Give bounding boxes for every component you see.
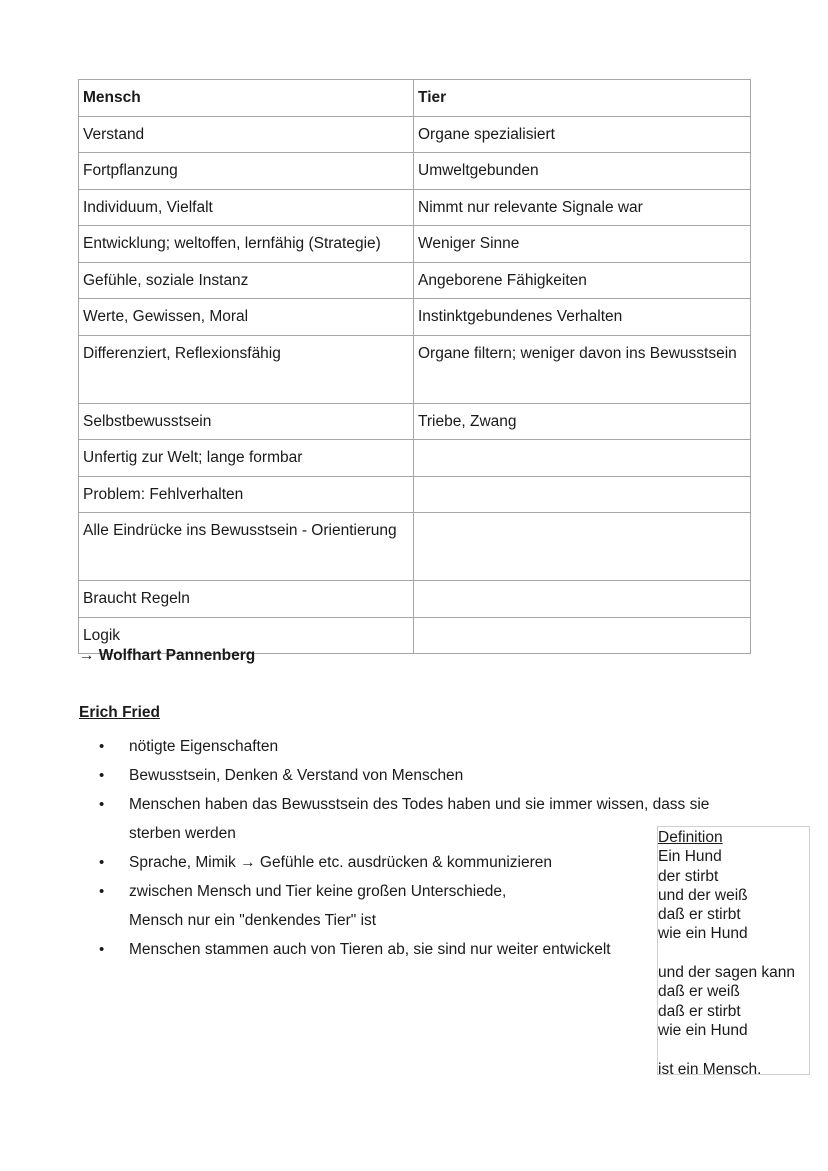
poem-line: und der weiß — [658, 886, 748, 904]
list-item — [79, 935, 739, 964]
reference-pannenberg: → Wolfhart Pannenberg — [79, 647, 256, 664]
poem-box — [657, 826, 810, 1075]
poem-line: daß er stirbt — [658, 906, 741, 924]
comparison-table — [78, 79, 751, 654]
table-row — [79, 299, 751, 336]
table-row — [79, 226, 751, 263]
cell-mensch: Entwicklung; weltoffen, lernfähig (Strategie) — [79, 226, 414, 263]
cell-mensch: Individuum, Vielfalt — [79, 189, 414, 226]
bullet-icon: • — [99, 738, 105, 755]
table-row — [79, 335, 751, 403]
cell-tier: Umweltgebunden — [414, 153, 751, 190]
list-item-text: Menschen stammen auch von Tieren ab, sie sind nur weiter entwickelt — [129, 941, 611, 958]
list-item — [79, 790, 739, 848]
list-item-text-continued: Mensch nur ein "denkendes Tier" ist — [129, 912, 377, 929]
bullet-icon: • — [99, 854, 105, 871]
cell-mensch: Verstand — [79, 116, 414, 153]
cell-mensch: Braucht Regeln — [79, 581, 414, 618]
section-title: Erich Fried — [79, 704, 160, 721]
cell-mensch: Logik — [79, 617, 414, 654]
cell-tier: Weniger Sinne — [414, 226, 751, 263]
cell-tier — [414, 476, 751, 513]
list-item — [79, 877, 739, 935]
poem-line: daß er weiß — [658, 983, 740, 1001]
bullet-icon: • — [99, 767, 105, 784]
poem-stanza-gap — [658, 1040, 809, 1059]
table-row — [79, 403, 751, 440]
table-row — [79, 440, 751, 477]
cell-tier — [414, 581, 751, 618]
cell-mensch: Selbstbewusstsein — [79, 403, 414, 440]
table-row — [79, 116, 751, 153]
bullet-list — [79, 732, 739, 964]
cell-tier: Organe filtern; weniger davon ins Bewusstsein — [414, 335, 751, 403]
poem-line: und der sagen kann — [658, 964, 796, 982]
poem-line: der stirbt — [658, 867, 719, 885]
table-row — [79, 189, 751, 226]
table-row — [79, 153, 751, 190]
cell-mensch: Problem: Fehlverhalten — [79, 476, 414, 513]
cell-tier: Instinktgebundenes Verhalten — [414, 299, 751, 336]
header-mensch: Mensch — [79, 80, 414, 117]
cell-mensch: Alle Eindrücke ins Bewusstsein - Orientierung — [79, 513, 414, 581]
cell-mensch: Fortpflanzung — [79, 153, 414, 190]
cell-mensch: Werte, Gewissen, Moral — [79, 299, 414, 336]
list-item — [79, 761, 739, 790]
cell-tier: Angeborene Fähigkeiten — [414, 262, 751, 299]
header-tier: Tier — [414, 80, 751, 117]
bullet-icon: • — [99, 796, 105, 813]
cell-tier: Nimmt nur relevante Signale war — [414, 189, 751, 226]
cell-mensch: Gefühle, soziale Instanz — [79, 262, 414, 299]
table-row — [79, 476, 751, 513]
poem-line: Ein Hund — [658, 848, 722, 866]
poem-line: ist ein Mensch. — [658, 1060, 762, 1075]
list-item — [79, 732, 739, 761]
cell-tier: Organe spezialisiert — [414, 116, 751, 153]
table-row — [79, 581, 751, 618]
cell-mensch: Differenziert, Reflexionsfähig — [79, 335, 414, 403]
cell-tier — [414, 440, 751, 477]
list-item-text: Bewusstsein, Denken & Verstand von Menschen — [129, 767, 464, 784]
poem-title: Definition — [658, 829, 723, 846]
list-item-text: nötigte Eigenschaften — [129, 738, 279, 755]
cell-tier — [414, 513, 751, 581]
list-item — [79, 848, 739, 877]
list-item-text: Sprache, Mimik → Gefühle etc. ausdrücken & kommunizieren — [129, 854, 552, 871]
list-item-text: Menschen haben das Bewusstsein des Todes haben und sie immer wissen, dass sie sterben werden — [129, 796, 710, 842]
list-item-text: zwischen Mensch und Tier keine großen Unterschiede, — [129, 883, 507, 900]
poem-line: wie ein Hund — [658, 1021, 748, 1039]
poem-stanza-gap — [658, 944, 809, 963]
cell-tier — [414, 617, 751, 654]
bullet-icon: • — [99, 941, 105, 958]
bullet-icon: • — [99, 883, 105, 900]
table-row — [79, 262, 751, 299]
table-row — [79, 513, 751, 581]
table-header-row — [79, 80, 751, 117]
poem-line: wie ein Hund — [658, 925, 748, 943]
cell-mensch: Unfertig zur Welt; lange formbar — [79, 440, 414, 477]
cell-tier: Triebe, Zwang — [414, 403, 751, 440]
poem-line: daß er stirbt — [658, 1002, 741, 1020]
